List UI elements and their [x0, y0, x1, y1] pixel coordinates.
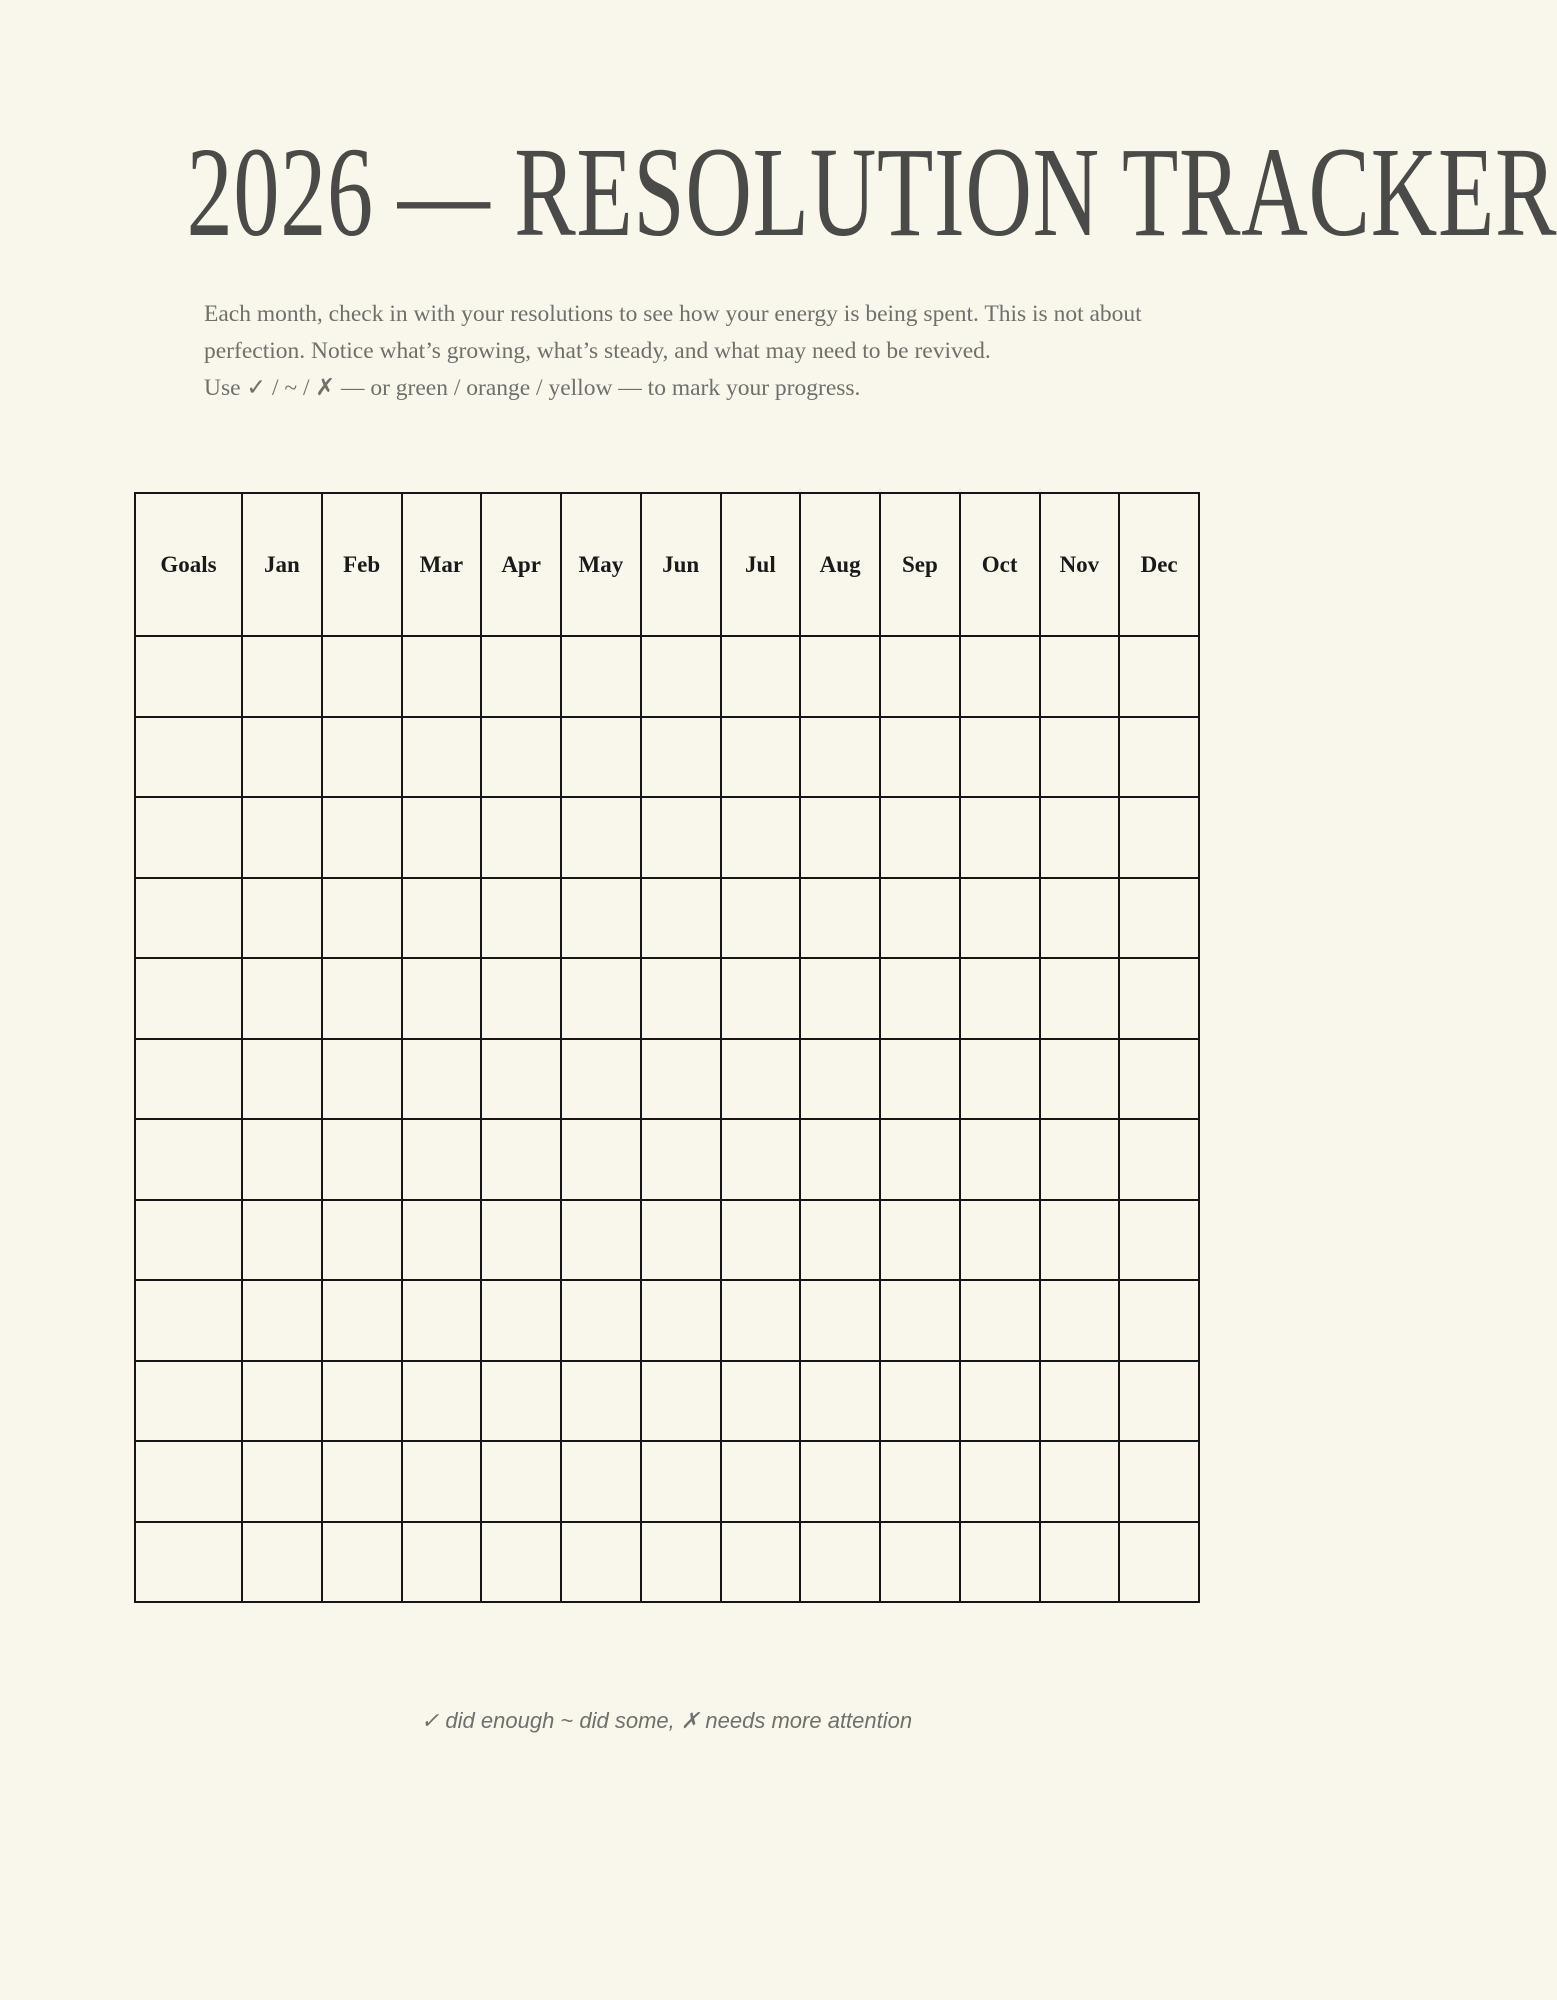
intro-line-2: perfection. Notice what’s growing, what’s steady, and what may need to be revived. [204, 338, 991, 364]
table-row [135, 1200, 1199, 1281]
month-header-jan: Jan [242, 493, 322, 636]
month-cell-oct[interactable] [960, 717, 1040, 798]
header-row [135, 493, 1199, 636]
month-cell-jul[interactable] [721, 1280, 801, 1361]
month-cell-sep[interactable] [880, 878, 960, 959]
goal-cell[interactable] [135, 1522, 242, 1603]
month-cell-mar[interactable] [402, 636, 482, 717]
month-cell-mar[interactable] [402, 1039, 482, 1120]
month-cell-jan[interactable] [242, 717, 322, 798]
month-cell-aug[interactable] [800, 1441, 880, 1522]
month-cell-apr[interactable] [481, 1039, 561, 1120]
month-cell-oct[interactable] [960, 1441, 1040, 1522]
month-cell-mar[interactable] [402, 1522, 482, 1603]
month-cell-feb[interactable] [322, 636, 402, 717]
month-cell-aug[interactable] [800, 1039, 880, 1120]
month-header-dec: Dec [1119, 493, 1199, 636]
month-cell-sep[interactable] [880, 958, 960, 1039]
month-cell-jan[interactable] [242, 1522, 322, 1603]
month-cell-aug[interactable] [800, 958, 880, 1039]
month-header-oct: Oct [960, 493, 1040, 636]
month-cell-dec[interactable] [1119, 958, 1199, 1039]
goals-header: Goals [135, 493, 242, 636]
goal-cell[interactable] [135, 1039, 242, 1120]
month-cell-dec[interactable] [1119, 1119, 1199, 1200]
month-cell-may[interactable] [561, 636, 641, 717]
month-cell-may[interactable] [561, 878, 641, 959]
month-cell-sep[interactable] [880, 1280, 960, 1361]
month-cell-jan[interactable] [242, 636, 322, 717]
month-cell-nov[interactable] [1040, 878, 1120, 959]
month-cell-oct[interactable] [960, 1119, 1040, 1200]
month-cell-oct[interactable] [960, 1200, 1040, 1281]
month-cell-feb[interactable] [322, 1119, 402, 1200]
month-header-apr: Apr [481, 493, 561, 636]
month-cell-aug[interactable] [800, 1119, 880, 1200]
month-cell-aug[interactable] [800, 1200, 880, 1281]
month-cell-oct[interactable] [960, 878, 1040, 959]
goal-cell[interactable] [135, 636, 242, 717]
month-cell-feb[interactable] [322, 717, 402, 798]
table-row [135, 878, 1199, 959]
month-cell-mar[interactable] [402, 958, 482, 1039]
month-cell-sep[interactable] [880, 1200, 960, 1281]
month-cell-jun[interactable] [641, 1361, 721, 1442]
month-header-may: May [561, 493, 641, 636]
month-cell-jun[interactable] [641, 717, 721, 798]
month-cell-dec[interactable] [1119, 797, 1199, 878]
month-cell-feb[interactable] [322, 958, 402, 1039]
intro-line-1: Each month, check in with your resolutions to see how your energy is being spent. This is not about [204, 301, 1142, 327]
table-row [135, 1522, 1199, 1603]
month-cell-feb[interactable] [322, 1361, 402, 1442]
month-cell-may[interactable] [561, 797, 641, 878]
tracker-body [135, 636, 1199, 1602]
month-cell-sep[interactable] [880, 1039, 960, 1120]
month-cell-jul[interactable] [721, 1441, 801, 1522]
month-cell-apr[interactable] [481, 797, 561, 878]
month-cell-mar[interactable] [402, 797, 482, 878]
month-cell-sep[interactable] [880, 797, 960, 878]
month-cell-mar[interactable] [402, 878, 482, 959]
month-cell-aug[interactable] [800, 878, 880, 959]
month-cell-jul[interactable] [721, 958, 801, 1039]
month-cell-apr[interactable] [481, 1522, 561, 1603]
resolution-tracker-table [134, 492, 1200, 1603]
month-cell-jan[interactable] [242, 878, 322, 959]
legend: ✓ did enough ~ did some, ✗ needs more attention [420, 1708, 913, 1733]
month-cell-apr[interactable] [481, 1119, 561, 1200]
month-cell-nov[interactable] [1040, 1119, 1120, 1200]
month-cell-sep[interactable] [880, 1361, 960, 1442]
month-cell-nov[interactable] [1040, 1039, 1120, 1120]
month-cell-jan[interactable] [242, 797, 322, 878]
goal-cell[interactable] [135, 1280, 242, 1361]
month-cell-jan[interactable] [242, 1119, 322, 1200]
month-cell-dec[interactable] [1119, 1200, 1199, 1281]
month-cell-feb[interactable] [322, 1280, 402, 1361]
month-cell-oct[interactable] [960, 797, 1040, 878]
month-cell-aug[interactable] [800, 636, 880, 717]
month-header-aug: Aug [800, 493, 880, 636]
month-cell-jul[interactable] [721, 1522, 801, 1603]
goal-cell[interactable] [135, 1119, 242, 1200]
month-cell-apr[interactable] [481, 717, 561, 798]
month-cell-mar[interactable] [402, 717, 482, 798]
goal-cell[interactable] [135, 1200, 242, 1281]
month-cell-dec[interactable] [1119, 1522, 1199, 1603]
table-row [135, 1361, 1199, 1442]
month-cell-may[interactable] [561, 1039, 641, 1120]
month-cell-nov[interactable] [1040, 1441, 1120, 1522]
month-cell-jan[interactable] [242, 1361, 322, 1442]
table-row [135, 958, 1199, 1039]
month-cell-jan[interactable] [242, 958, 322, 1039]
month-cell-jan[interactable] [242, 1280, 322, 1361]
month-cell-jun[interactable] [641, 958, 721, 1039]
month-cell-feb[interactable] [322, 878, 402, 959]
month-header-jul: Jul [721, 493, 801, 636]
month-cell-oct[interactable] [960, 1361, 1040, 1442]
month-cell-jun[interactable] [641, 878, 721, 959]
month-cell-sep[interactable] [880, 717, 960, 798]
month-cell-jun[interactable] [641, 1039, 721, 1120]
month-cell-apr[interactable] [481, 1361, 561, 1442]
month-cell-dec[interactable] [1119, 1039, 1199, 1120]
month-cell-sep[interactable] [880, 1119, 960, 1200]
month-cell-nov[interactable] [1040, 1361, 1120, 1442]
month-cell-oct[interactable] [960, 636, 1040, 717]
month-cell-mar[interactable] [402, 1361, 482, 1442]
month-cell-jun[interactable] [641, 1441, 721, 1522]
month-cell-feb[interactable] [322, 1039, 402, 1120]
month-header-sep: Sep [880, 493, 960, 636]
month-cell-feb[interactable] [322, 1441, 402, 1522]
month-cell-jul[interactable] [721, 636, 801, 717]
month-cell-feb[interactable] [322, 1200, 402, 1281]
month-cell-nov[interactable] [1040, 1280, 1120, 1361]
month-cell-feb[interactable] [322, 797, 402, 878]
month-cell-may[interactable] [561, 1200, 641, 1281]
month-cell-nov[interactable] [1040, 636, 1120, 717]
month-cell-aug[interactable] [800, 717, 880, 798]
month-header-jun: Jun [641, 493, 721, 636]
table-row [135, 1119, 1199, 1200]
month-cell-jul[interactable] [721, 797, 801, 878]
month-cell-oct[interactable] [960, 1522, 1040, 1603]
goal-cell[interactable] [135, 878, 242, 959]
month-cell-mar[interactable] [402, 1200, 482, 1281]
month-cell-jun[interactable] [641, 1522, 721, 1603]
month-cell-jun[interactable] [641, 636, 721, 717]
month-cell-jul[interactable] [721, 717, 801, 798]
month-cell-dec[interactable] [1119, 1441, 1199, 1522]
table-row [135, 636, 1199, 717]
month-cell-apr[interactable] [481, 1280, 561, 1361]
month-cell-may[interactable] [561, 717, 641, 798]
month-cell-jan[interactable] [242, 1039, 322, 1120]
month-cell-apr[interactable] [481, 958, 561, 1039]
month-cell-may[interactable] [561, 958, 641, 1039]
month-cell-mar[interactable] [402, 1441, 482, 1522]
month-cell-may[interactable] [561, 1441, 641, 1522]
table-row [135, 1280, 1199, 1361]
month-cell-may[interactable] [561, 1361, 641, 1442]
month-cell-apr[interactable] [481, 878, 561, 959]
month-cell-nov[interactable] [1040, 797, 1120, 878]
month-cell-feb[interactable] [322, 1522, 402, 1603]
month-cell-dec[interactable] [1119, 1361, 1199, 1442]
page-title: 2026 — RESOLUTION TRACKER [186, 121, 1557, 263]
month-cell-jun[interactable] [641, 797, 721, 878]
goal-cell[interactable] [135, 717, 242, 798]
month-cell-jun[interactable] [641, 1280, 721, 1361]
month-cell-jul[interactable] [721, 878, 801, 959]
month-cell-may[interactable] [561, 1119, 641, 1200]
table-row [135, 1039, 1199, 1120]
goal-cell[interactable] [135, 1361, 242, 1442]
month-cell-dec[interactable] [1119, 878, 1199, 959]
month-cell-jun[interactable] [641, 1200, 721, 1281]
goal-cell[interactable] [135, 1441, 242, 1522]
month-cell-jul[interactable] [721, 1039, 801, 1120]
month-cell-dec[interactable] [1119, 636, 1199, 717]
goal-cell[interactable] [135, 797, 242, 878]
month-cell-apr[interactable] [481, 1200, 561, 1281]
month-cell-apr[interactable] [481, 636, 561, 717]
month-cell-aug[interactable] [800, 1522, 880, 1603]
month-cell-sep[interactable] [880, 636, 960, 717]
intro-line-3: Use ✓ / ~ / ✗ — or green / orange / yellow — to mark your progress. [204, 375, 861, 401]
month-header-feb: Feb [322, 493, 402, 636]
month-cell-jul[interactable] [721, 1200, 801, 1281]
month-cell-nov[interactable] [1040, 1522, 1120, 1603]
month-header-mar: Mar [402, 493, 482, 636]
month-cell-dec[interactable] [1119, 1280, 1199, 1361]
month-cell-jul[interactable] [721, 1119, 801, 1200]
month-header-nov: Nov [1040, 493, 1120, 636]
intro-text [204, 296, 1204, 407]
month-cell-dec[interactable] [1119, 717, 1199, 798]
month-cell-jan[interactable] [242, 1441, 322, 1522]
month-cell-sep[interactable] [880, 1522, 960, 1603]
month-cell-may[interactable] [561, 1522, 641, 1603]
month-cell-nov[interactable] [1040, 1200, 1120, 1281]
month-cell-oct[interactable] [960, 1280, 1040, 1361]
month-cell-aug[interactable] [800, 1361, 880, 1442]
month-cell-nov[interactable] [1040, 958, 1120, 1039]
month-cell-aug[interactable] [800, 1280, 880, 1361]
month-cell-oct[interactable] [960, 958, 1040, 1039]
month-cell-may[interactable] [561, 1280, 641, 1361]
goal-cell[interactable] [135, 958, 242, 1039]
month-cell-mar[interactable] [402, 1280, 482, 1361]
month-cell-oct[interactable] [960, 1039, 1040, 1120]
month-cell-jul[interactable] [721, 1361, 801, 1442]
month-cell-jun[interactable] [641, 1119, 721, 1200]
table-row [135, 797, 1199, 878]
month-cell-aug[interactable] [800, 797, 880, 878]
month-cell-jan[interactable] [242, 1200, 322, 1281]
table-row [135, 717, 1199, 798]
month-cell-nov[interactable] [1040, 717, 1120, 798]
month-cell-sep[interactable] [880, 1441, 960, 1522]
month-cell-apr[interactable] [481, 1441, 561, 1522]
table-row [135, 1441, 1199, 1522]
month-cell-mar[interactable] [402, 1119, 482, 1200]
